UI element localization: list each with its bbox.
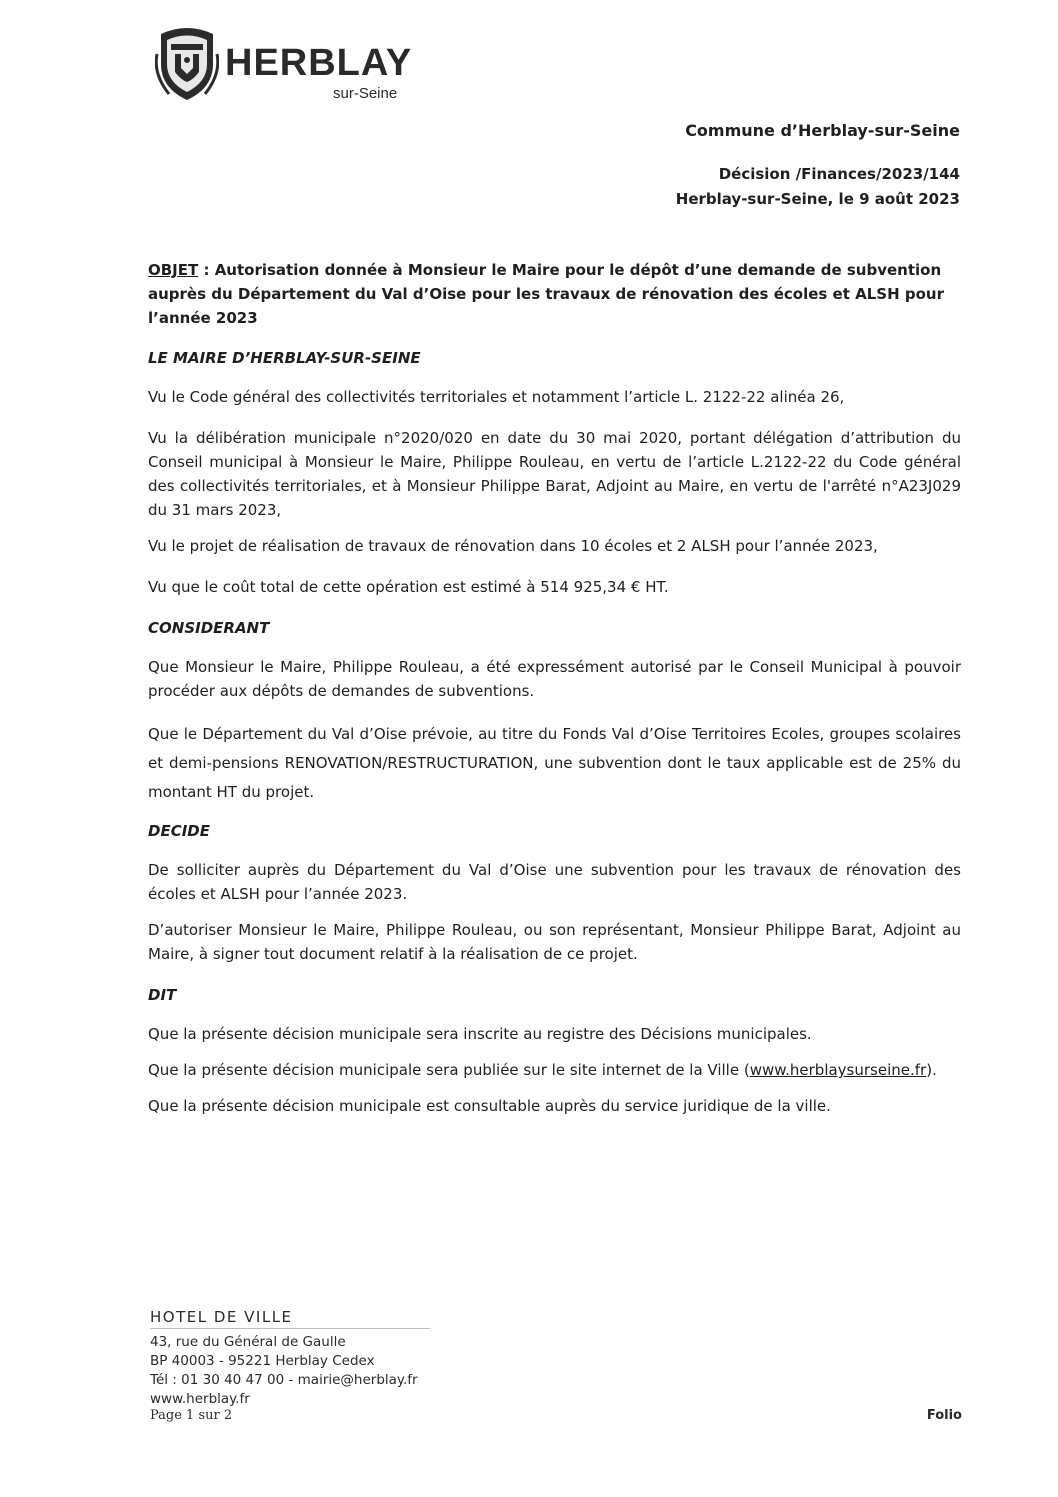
considerant-heading: CONSIDERANT xyxy=(148,619,270,637)
decide-paragraph: D’autoriser Monsieur le Maire, Philippe Rouleau, ou son représentant, Monsieur Philippe Barat, Adjoint au Maire, à signer tout document relatif à la réalisation de ce projet. xyxy=(148,921,961,963)
maire-heading: LE MAIRE D’HERBLAY-SUR-SEINE xyxy=(148,349,421,367)
considerant-paragraph: Que le Département du Val d’Oise prévoie, au titre du Fonds Val d’Oise Territoires Ecoles, groupes scolaires et demi-pensions RENOVATION/RESTRUCTURATION, une subvention dont le taux applicable est de 25% du montant HT du projet. xyxy=(148,725,961,801)
footer-contact: Tél : 01 30 40 47 00 - mairie@herblay.fr xyxy=(150,1372,418,1388)
logo-subtitle: sur-Seine xyxy=(333,85,398,102)
vu-paragraph: Vu la délibération municipale n°2020/020 en date du 30 mai 2020, portant délégation d’attribution du Conseil municipal à Monsieur le Maire, Philippe Rouleau, en vertu de l’article L.2122-22 du Code général des collectivités territoriales, et à Monsieur Philippe Barat, Adjoint au Maire, en vertu de l'arrêté n°A23J029 du 31 mars 2023, xyxy=(148,429,961,519)
folio-label: Folio xyxy=(926,1408,962,1423)
footer-address: 43, rue du Général de Gaulle xyxy=(150,1334,346,1350)
document-body xyxy=(148,258,961,1135)
vu-paragraph: Vu le projet de réalisation de travaux de rénovation dans 10 écoles et 2 ALSH pour l’année 2023, xyxy=(148,537,878,555)
commune-name: Commune d’Herblay-sur-Seine xyxy=(685,121,960,140)
coat-of-arms-icon xyxy=(155,24,219,102)
logo-name: HERBLAY xyxy=(225,42,413,84)
objet-text: : Autorisation donnée à Monsieur le Maire pour le dépôt d’une demande de subvention auprès du Département du Val d’Oise pour les travaux de rénovation des écoles et ALSH pour l’année 2023 xyxy=(148,261,944,327)
dit-text: ). xyxy=(926,1061,937,1079)
decide-heading: DECIDE xyxy=(148,822,210,840)
dit-paragraph: Que la présente décision municipale est consultable auprès du service juridique de la ville. xyxy=(148,1097,831,1115)
dit-heading: DIT xyxy=(148,986,177,1004)
footer-website: www.herblay.fr xyxy=(150,1391,250,1407)
objet-paragraph xyxy=(148,258,961,330)
objet-label: OBJET xyxy=(148,261,199,279)
decision-reference: Décision /Finances/2023/144 xyxy=(718,165,960,183)
dit-paragraph xyxy=(148,1058,961,1082)
footer-bp: BP 40003 - 95221 Herblay Cedex xyxy=(150,1353,375,1369)
dit-paragraph: Que la présente décision municipale sera inscrite au registre des Décisions municipales. xyxy=(148,1025,812,1043)
decide-paragraph: De solliciter auprès du Département du Val d’Oise une subvention pour les travaux de rénovation des écoles et ALSH pour l’année 2023. xyxy=(148,861,961,903)
herblay-logo xyxy=(155,24,425,104)
footer-address-block xyxy=(150,1308,450,1409)
vu-paragraph: Vu que le coût total de cette opération est estimé à 514 925,34 € HT. xyxy=(148,578,669,596)
footer-title: HOTEL DE VILLE xyxy=(150,1308,430,1329)
page-number: Page 1 sur 2 xyxy=(150,1408,233,1423)
considerant-paragraph: Que Monsieur le Maire, Philippe Rouleau, a été expressément autorisé par le Conseil Municipal à pouvoir procéder aux dépôts de demandes de subventions. xyxy=(148,658,961,700)
website-link[interactable]: www.herblaysurseine.fr xyxy=(749,1061,927,1079)
vu-paragraph: Vu le Code général des collectivités territoriales et notamment l’article L. 2122-22 alinéa 26, xyxy=(148,388,845,406)
place-and-date: Herblay-sur-Seine, le 9 août 2023 xyxy=(675,190,960,208)
dit-text: Que la présente décision municipale sera publiée sur le site internet de la Ville ( xyxy=(148,1061,750,1079)
